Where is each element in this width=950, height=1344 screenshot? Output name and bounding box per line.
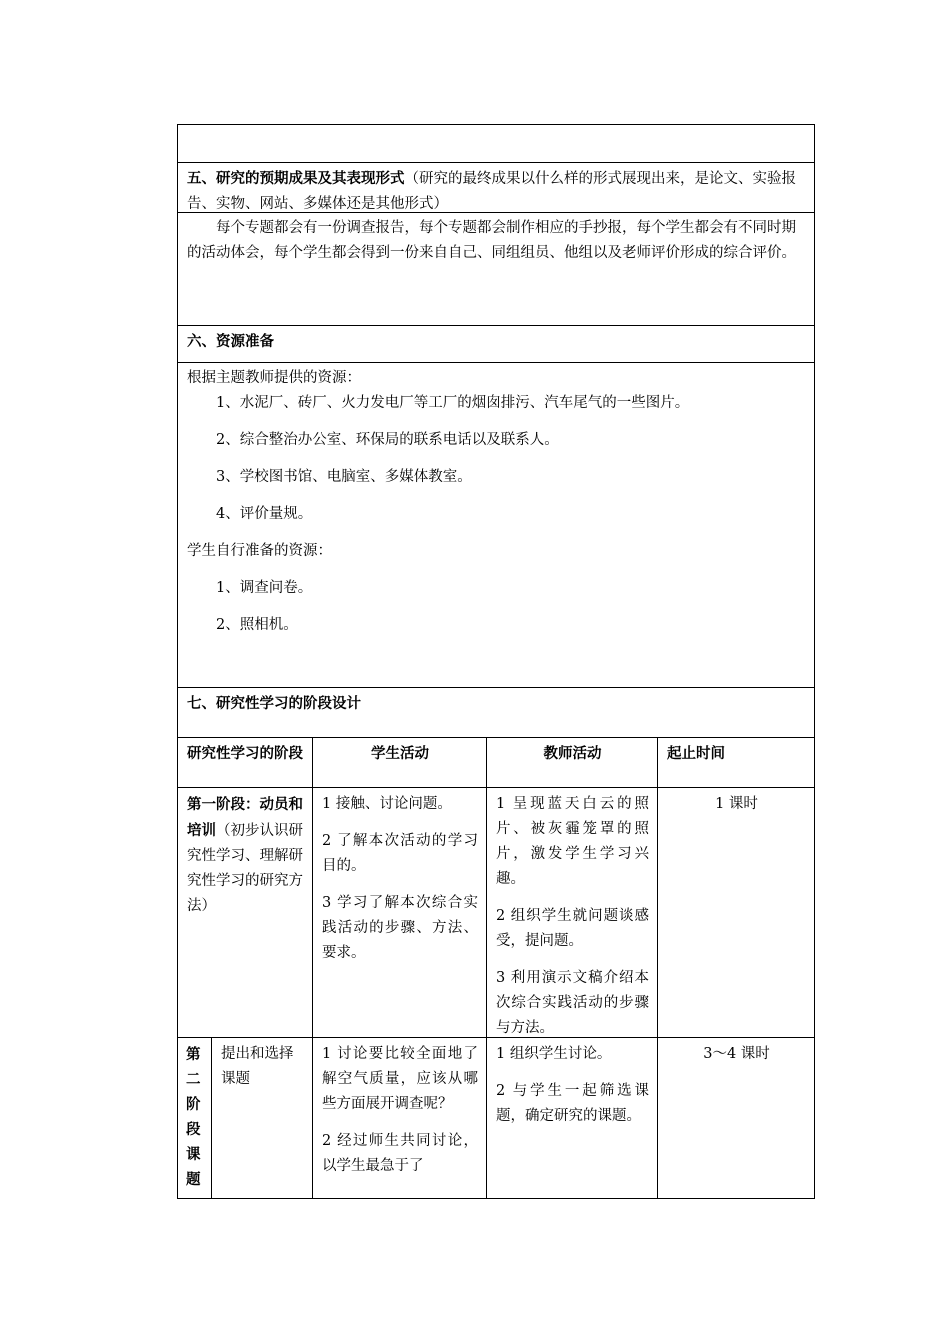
header-student-activity: 学生活动: [371, 745, 429, 762]
activity-item: 2 与学生一起筛选课题，确定研究的课题。: [496, 1083, 649, 1124]
resource-item: 2、综合整治办公室、环保局的联系电话以及联系人。: [216, 432, 559, 448]
stage-2-time: 3～4 课时: [703, 1046, 770, 1062]
section-5-title: 五、研究的预期成果及其表现形式: [187, 170, 405, 187]
resource-item: 3、学校图书馆、电脑室、多媒体教室。: [216, 469, 472, 485]
activity-item: 2 组织学生就问题谈感受，提问题。: [496, 908, 649, 949]
stage-2-student-activity: [313, 1038, 486, 1198]
stage-2-char: 阶: [186, 1096, 201, 1113]
stage-1-student-activity: [313, 788, 486, 1037]
activity-item: 2 经过师生共同讨论，以学生最急于了: [322, 1133, 478, 1174]
student-resources-intro: 学生自行准备的资源：: [187, 543, 332, 559]
stage-1-title: 第一阶段：动员和培训: [187, 796, 303, 839]
table-border-right: [814, 124, 815, 1199]
header-stage: 研究性学习的阶段: [187, 745, 303, 762]
stage-2-char: 第: [186, 1046, 201, 1063]
stage-2-char: 段: [186, 1121, 201, 1138]
stage-1-name: [178, 788, 312, 1037]
stage-2-char: 课: [186, 1146, 201, 1163]
stage-2-teacher-activity: [487, 1038, 657, 1198]
resource-item: 1、水泥厂、砖厂、火力发电厂等工厂的烟囱排污、汽车尾气的一些图片。: [216, 395, 690, 411]
activity-item: 2 了解本次活动的学习目的。: [322, 833, 478, 874]
stage-2-name: [178, 1038, 211, 1198]
stage-1-time: 1 课时: [715, 796, 758, 812]
stage-2-char: 题: [186, 1171, 201, 1188]
section-5-body: 每个专题都会有一份调查报告，每个专题都会制作相应的手抄报，每个学生都会有不同时期的活动体会，每个学生都会得到一份来自自己、同组组员、他组以及老师评价形成的综合评价。: [187, 220, 796, 261]
activity-item: 1 接触、讨论问题。: [322, 796, 452, 812]
stage-1-teacher-activity: [487, 788, 657, 1037]
section-7-title: 七、研究性学习的阶段设计: [187, 695, 361, 712]
section-6-title: 六、资源准备: [187, 333, 274, 350]
teacher-resources-intro: 根据主题教师提供的资源：: [187, 370, 361, 386]
activity-item: 1 讨论要比较全面地了解空气质量，应该从哪些方面展开调查呢？: [322, 1046, 478, 1112]
section-5-heading-cell: [178, 162, 814, 212]
resource-item: 1、调查问卷。: [216, 580, 313, 596]
section-6-body: [178, 362, 814, 687]
header-teacher-activity: 教师活动: [543, 745, 602, 762]
stage-2-char: 二: [186, 1071, 201, 1088]
resource-item: 4、评价量规。: [216, 506, 313, 522]
activity-item: 3 利用演示文稿介绍本次综合实践活动的步骤与方法。: [496, 970, 649, 1036]
activity-item: 1 呈现蓝天白云的照片、被灰霾笼罩的照片，激发学生学习兴趣。: [496, 796, 649, 887]
activity-item: 1 组织学生讨论。: [496, 1046, 612, 1062]
activity-item: 3 学习了解本次综合实践活动的步骤、方法、要求。: [322, 895, 478, 961]
resource-item: 2、照相机。: [216, 617, 298, 633]
table-border-top: [177, 124, 815, 125]
stage-1-note: （初步认识研究性学习、理解研究性学习的研究方法）: [187, 823, 303, 914]
section-5-note: （研究的最终成果以什么样的形式展现出来，是论文、实验报告、实物、网站、多媒体还是其他形式）: [187, 171, 796, 212]
header-time: 起止时间: [667, 745, 725, 762]
table-border-bottom: [177, 1198, 815, 1199]
stage-2-subtitle: 提出和选择课题: [221, 1046, 294, 1087]
